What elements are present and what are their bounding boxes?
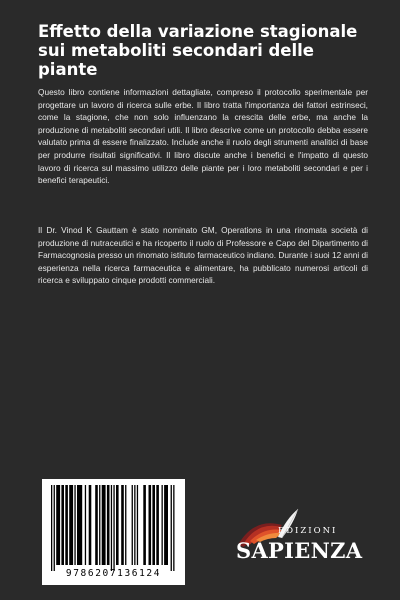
author-biography: Il Dr. Vinod K Gauttam è stato nominato GM, Operations in una rinomata società di produzione di nutraceutici e ha ricoperto il ruolo di Professore e Capo del Dipartimento di Farmacognosia presso un rinomato istituto farmaceutico indiano. Durante i suoi 12 anni di esperienza nella ricerca farmaceutica e alimentare, ha pubblicato numerosi articoli di ricerca e sviluppato cinque prodotti commerciali. [38,225,368,286]
barcode-bar [51,485,52,571]
barcode-bar [99,485,100,565]
barcode-bar [74,485,75,565]
barcode-bar [137,485,138,565]
barcode-bar [132,485,133,565]
barcode-bar [107,485,110,565]
isbn-barcode [42,479,185,585]
barcode-bar [164,485,168,565]
barcode-bar [162,485,163,565]
isbn-number: 9786207136124 [65,568,162,579]
book-title: Effetto della variazione stagionale sui metaboliti secondari delle piante [38,22,358,79]
barcode-bar [102,485,106,565]
publisher-prefix: EDIZIONI [278,526,338,536]
barcode-bar [125,485,126,565]
barcode-bar [95,485,98,565]
barcode-bar [121,485,124,565]
barcode-bar [65,485,68,565]
barcode-bar [113,485,114,571]
publisher-name: SAPIENZA [236,538,363,563]
barcode-bar [143,485,146,565]
barcode-bar [69,485,73,565]
barcode-bar [156,485,159,565]
publisher-logo [236,505,366,585]
barcode-bar [152,485,155,565]
barcode-bar [149,485,152,565]
barcode-bar [89,485,92,565]
barcode-bar [173,485,174,571]
barcode-bar [54,485,55,571]
barcode-bar [111,485,112,571]
barcode-bar [61,485,64,565]
book-description: Questo libro contiene informazioni dettagliate, compreso il protocollo sperimentale per progettare un lavoro di ricerca sulle erbe. Il libro tratta l'importanza dei fattori estrinseci, come la stagione, che non solo influenzano la crescita delle erbe, ma anche la produzione di metaboliti secondari utili. Il libro descrive come un protocollo debba essere valutato prima di essere finalizzato. Include anche il ruolo degli strumenti analitici di base per produrre risultati significativi. Il libro discute anche i benefici e l'impatto di questo lavoro di ricerca sul massimo utilizzo delle piante per i loro metaboliti secondari e per i benefici terapeutici. [38,87,368,186]
barcode-bar [56,485,60,565]
barcode-bar [171,485,172,571]
barcode-bar [77,485,82,565]
barcode-bar [85,485,86,565]
barcode-bar [134,485,135,565]
barcode-bar [116,485,119,565]
